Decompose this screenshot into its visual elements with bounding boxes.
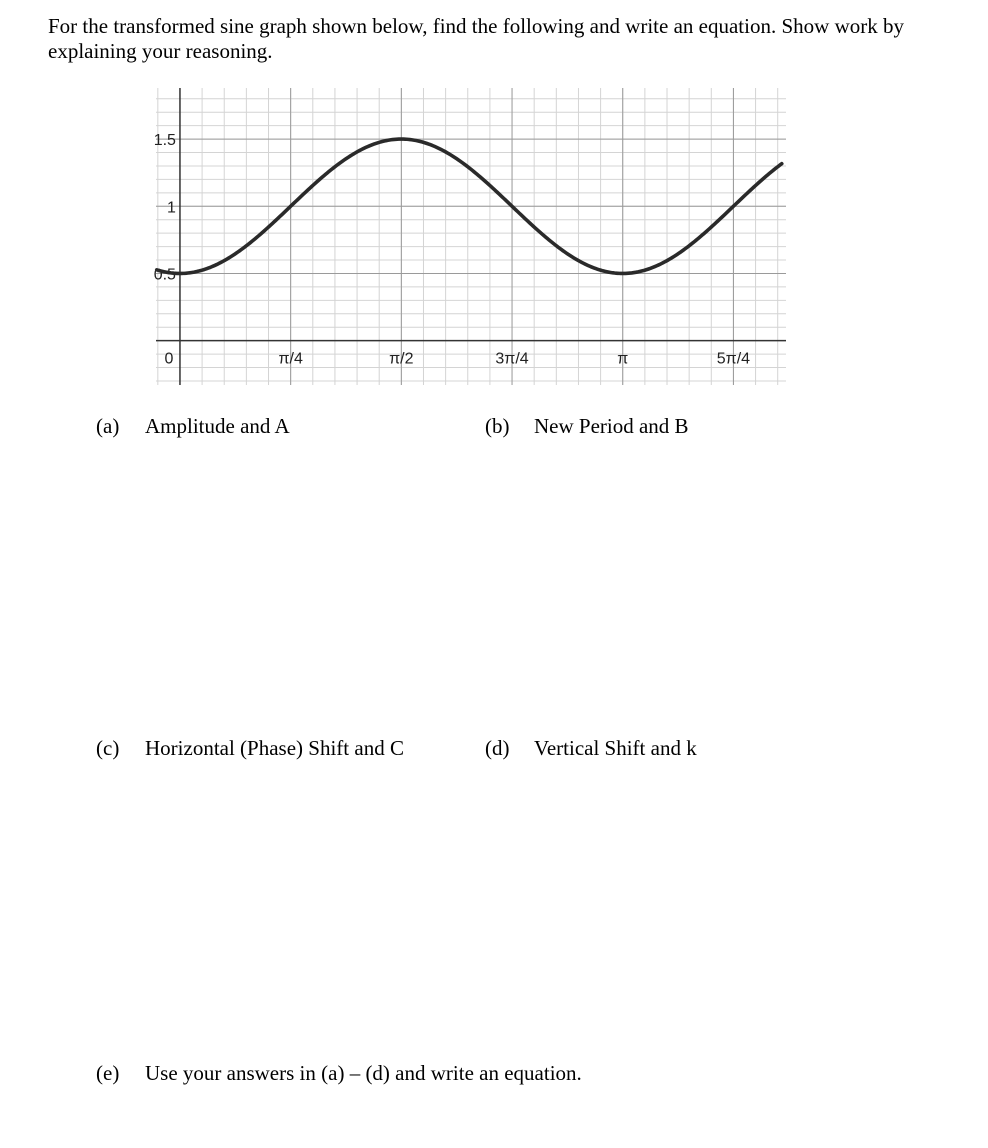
instructions: For the transformed sine graph shown below, find the following and write an equation. Show work by explaining your reasoning. [48,14,904,63]
x-tick-label: 3π/4 [495,350,529,368]
x-tick-label: π/4 [278,350,303,368]
question-e [96,1061,582,1085]
question-d [485,736,697,760]
question-c-label: (c) [96,736,120,760]
axes [153,88,786,385]
question-c-text: Horizontal (Phase) Shift and C [145,736,404,760]
y-tick-label: 1.5 [153,132,176,150]
x-tick-label: π/2 [389,350,414,368]
y-tick-label: 1 [167,199,176,217]
question-e-label: (e) [96,1061,120,1085]
question-d-text: Vertical Shift and k [534,736,697,760]
question-b-label: (b) [485,414,510,438]
question-a [96,414,290,438]
question-c [96,736,404,760]
question-e-text: Use your answers in (a) – (d) and write an equation. [145,1061,582,1085]
y-tick-label: 0.5 [153,266,176,284]
x-tick-label: 0 [164,350,174,368]
question-a-text: Amplitude and A [145,414,290,438]
question-b-text: New Period and B [534,414,689,438]
question-d-label: (d) [485,736,510,760]
question-b [485,414,689,438]
x-tick-label: 5π/4 [716,350,751,368]
x-tick-label: π [617,350,629,368]
question-a-label: (a) [96,414,120,438]
